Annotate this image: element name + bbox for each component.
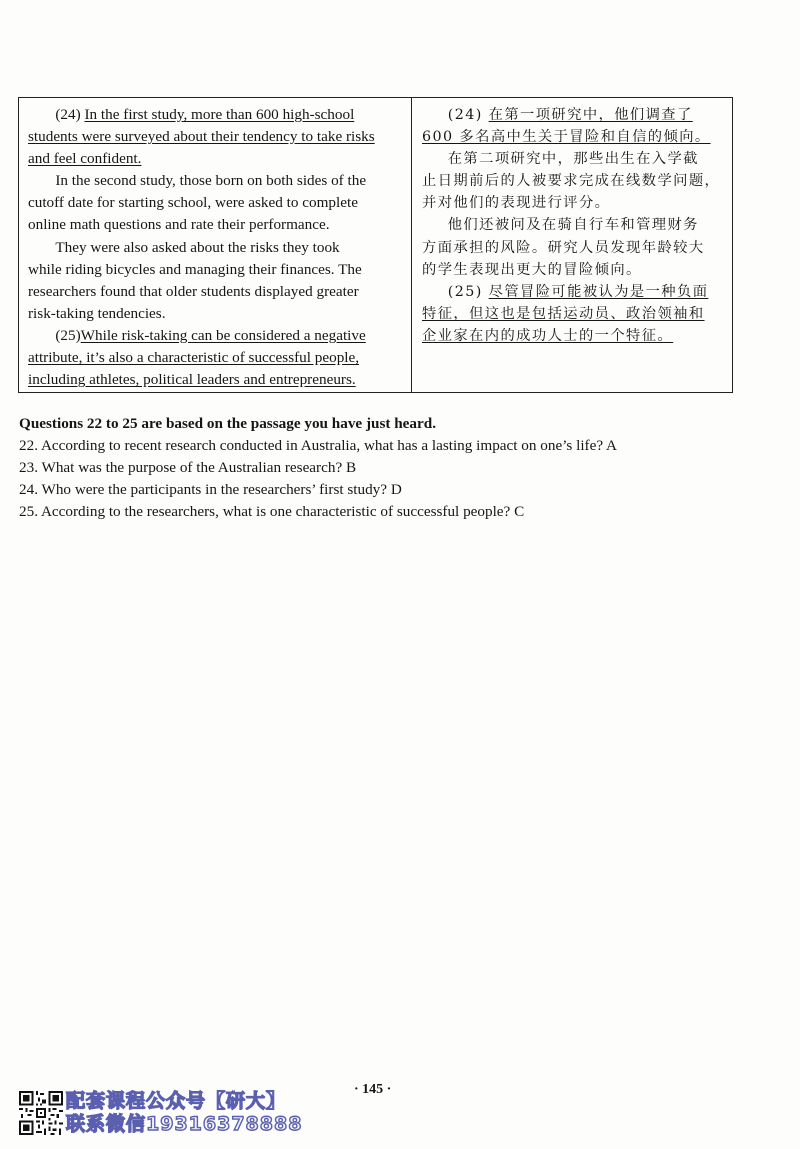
qr-code-icon [19,1091,63,1135]
watermark-line: 配套课程公众号【研大】 [66,1090,287,1112]
zh-line: 的学生表现出更大的冒险倾向。 [422,261,642,278]
chinese-column [412,98,732,392]
zh-marker-24: (24) [447,107,483,123]
zh-paragraph-line: 他们还被问及在骑自行车和管理财务 [447,217,699,234]
en-marker-25: (25) [55,326,81,344]
zh-paragraph-24 [422,104,724,126]
en-underlined-sentence: attribute, it’s also a characteristic of successful people, [28,349,360,367]
zh-underlined-sentence: 企业家在内的成功人士的一个特征。 [422,327,674,344]
page-number: · 145 · [354,1082,392,1097]
zh-line: 方面承担的风险。研究人员发现年龄较大 [422,239,705,256]
zh-paragraph-25 [422,281,724,303]
en-line: risk-taking tendencies. [28,304,166,322]
en-underlined-sentence: In the first study, more than 600 high-school [84,106,355,123]
question-item: 23. What was the purpose of the Australian research? B [19,459,357,477]
zh-underlined-sentence: 在第一项研究中，他们调查了 [488,107,693,123]
en-paragraph-line: They were also asked about the risks they took [55,238,340,256]
question-item: 25. According to the researchers, what is one characteristic of successful people? C [19,503,525,521]
en-line: while riding bicycles and managing their finances. The [28,260,362,278]
questions-heading: Questions 22 to 25 are based on the passage you have just heard. [19,415,436,432]
en-underlined-sentence: While risk-taking can be considered a negative [80,326,366,344]
watermark-stamp [66,1090,316,1136]
zh-underlined-sentence: 特征，但这也是包括运动员、政治领袖和 [422,305,705,322]
zh-marker-25: (25) [447,283,483,300]
en-underlined-sentence: students were surveyed about their tendency to take risks [28,128,375,146]
en-paragraph-25 [28,325,404,347]
en-underlined-sentence: including athletes, political leaders and entrepreneurs. [28,371,356,389]
en-line: researchers found that older students displayed greater [28,282,359,300]
en-paragraph-24 [28,104,404,126]
en-line: cutoff date for starting school, were asked to complete [28,194,358,212]
en-paragraph-line: In the second study, those born on both sides of the [55,172,367,190]
zh-underlined-sentence: 600 多名高中生关于冒险和自信的倾向。 [422,129,711,146]
zh-line: 并对他们的表现进行评分。 [422,195,611,212]
questions-section [19,413,719,523]
en-underlined-sentence: and feel confident. [28,150,142,168]
bilingual-transcript-table [18,97,733,393]
zh-paragraph-line: 在第二项研究中，那些出生在入学截 [447,151,699,168]
zh-underlined-sentence: 尽管冒险可能被认为是一种负面 [488,283,709,300]
en-line: online math questions and rate their performance. [28,216,330,234]
watermark-line: 联系微信19316378888 [66,1113,303,1135]
en-marker-24: (24) [55,106,81,123]
english-column [19,98,412,392]
question-item: 24. Who were the participants in the researchers’ first study? D [19,481,402,499]
question-item: 22. According to recent research conducted in Australia, what has a lasting impact on one’s life? A [19,437,618,455]
zh-line: 止日期前后的人被要求完成在线数学问题， [422,173,721,190]
